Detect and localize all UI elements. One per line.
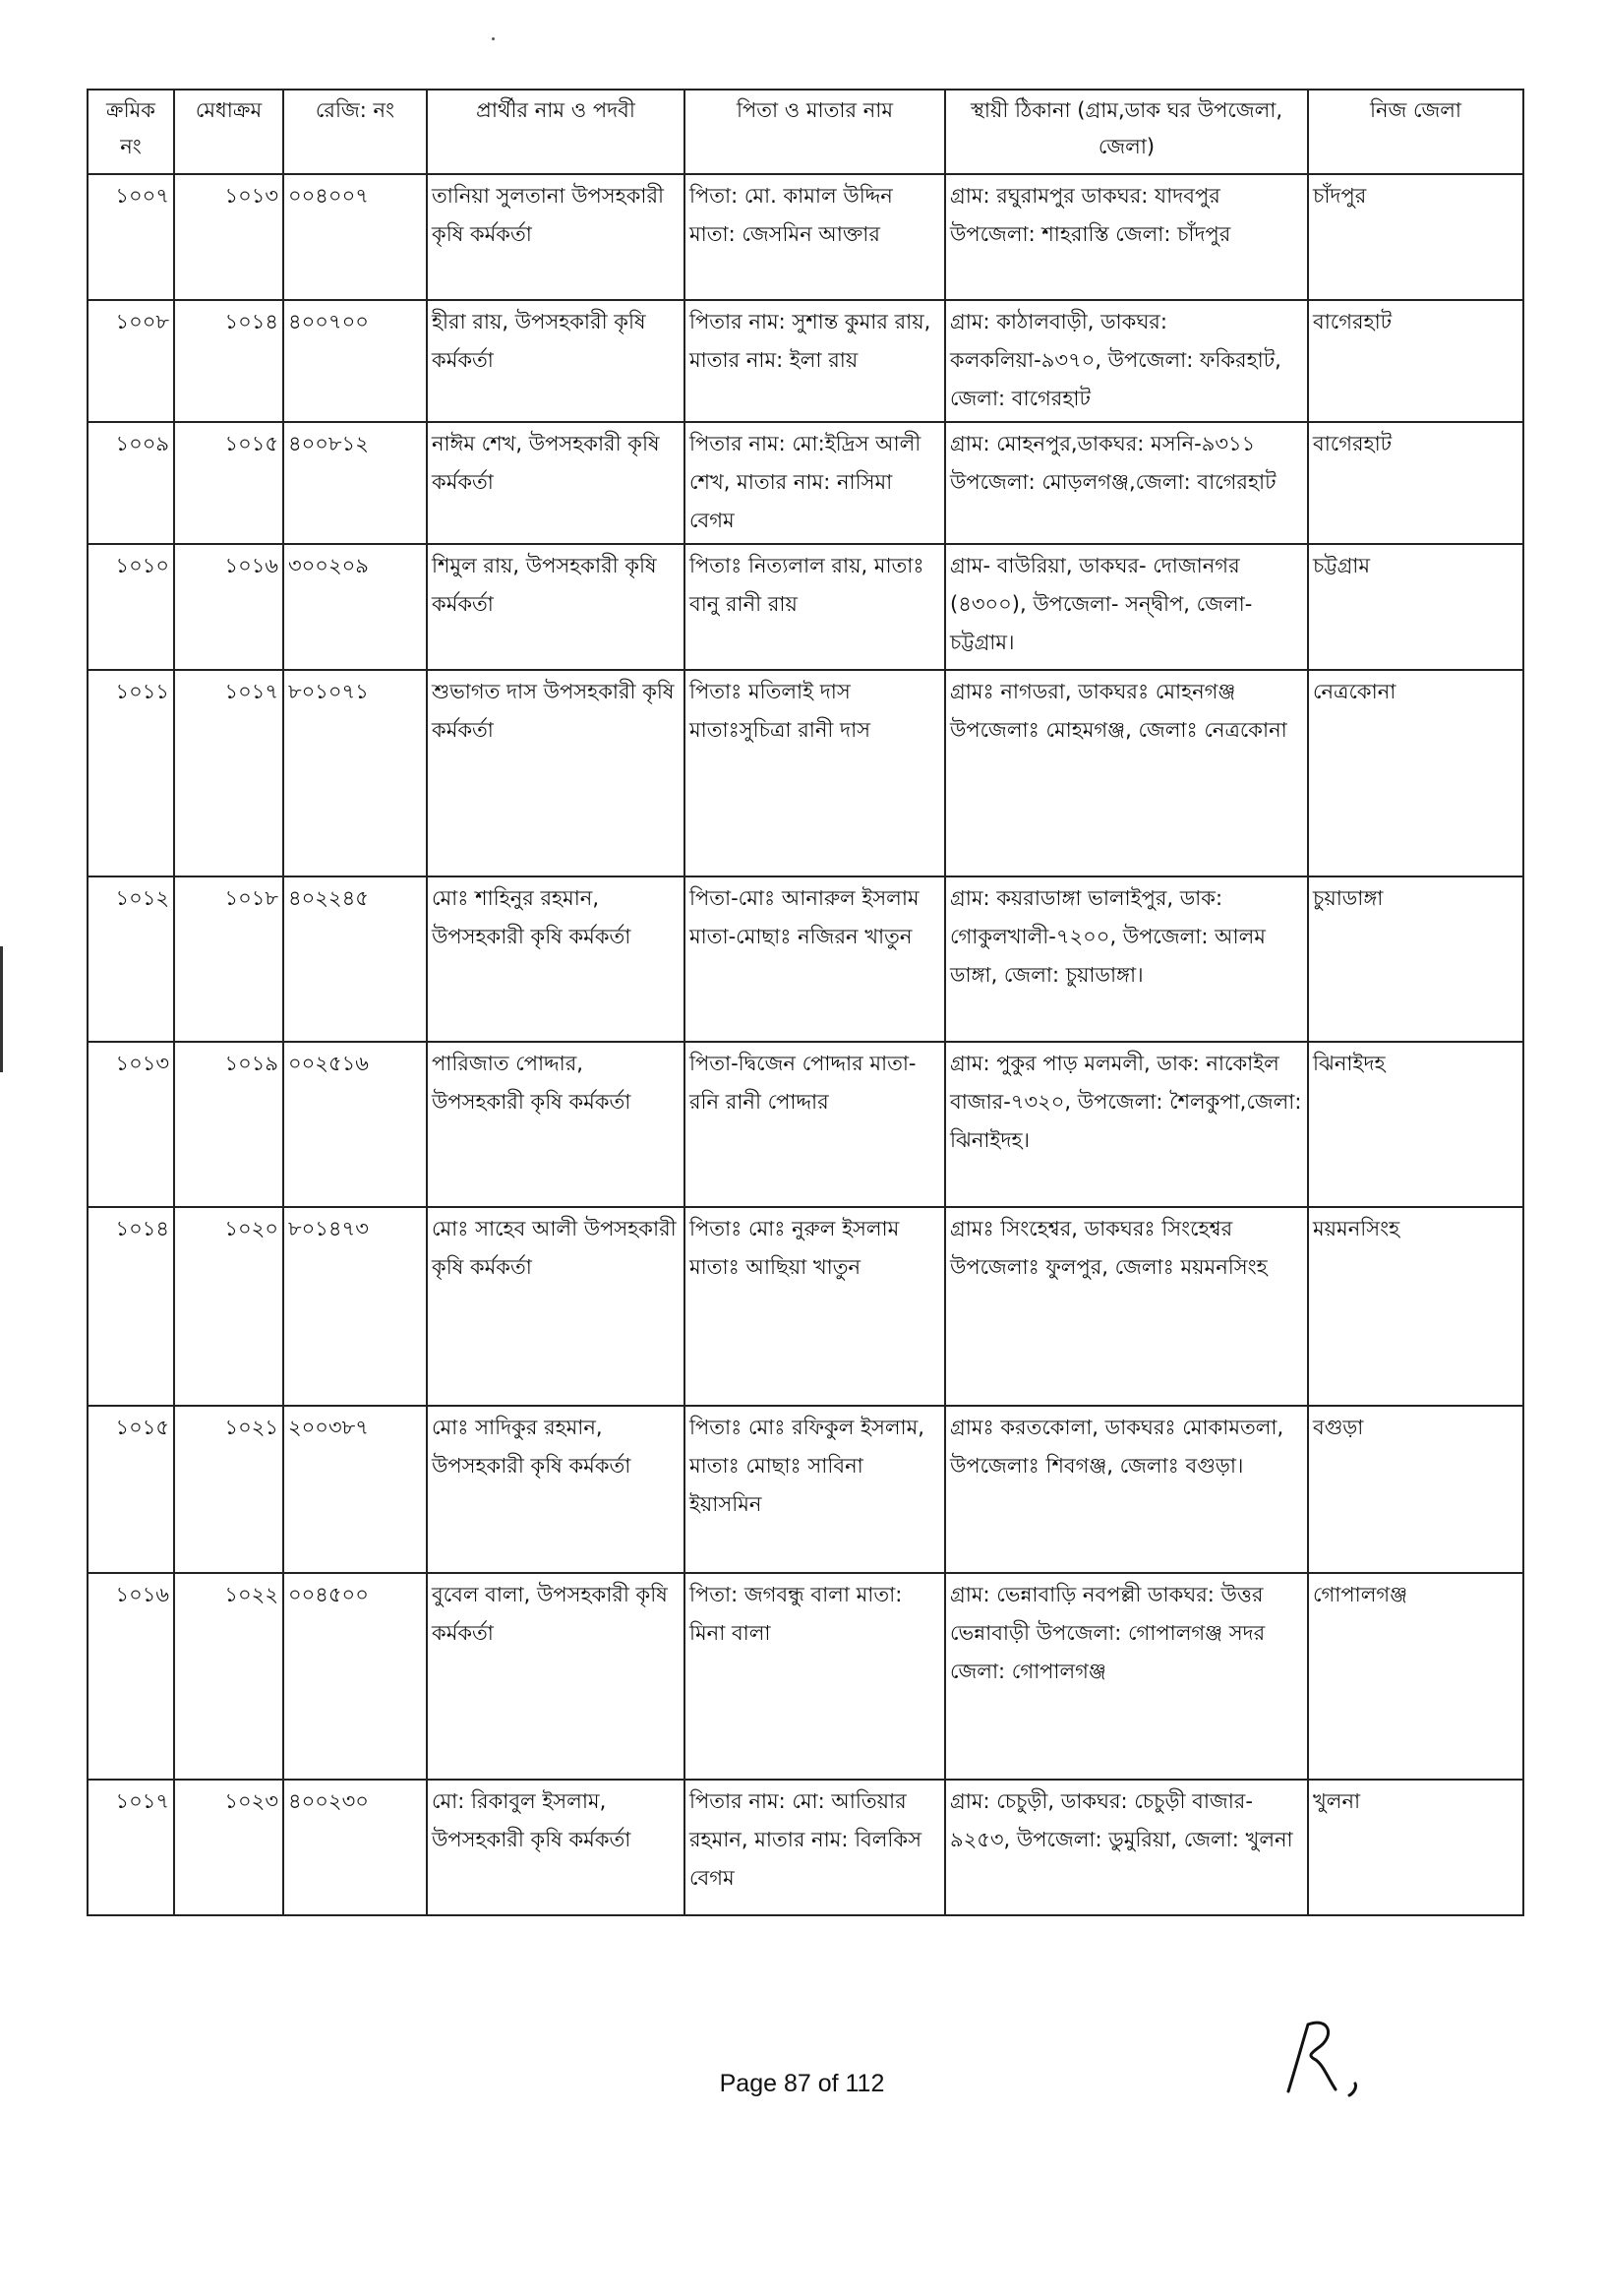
cell-district: বাগেরহাট bbox=[1308, 300, 1523, 422]
header-name: প্রার্থীর নাম ও পদবী bbox=[427, 90, 684, 174]
cell-reg: ৪০২২৪৫ bbox=[283, 876, 427, 1042]
cell-serial: ১০০৭ bbox=[88, 174, 174, 300]
cell-address: গ্রাম: ভেন্নাবাড়ি নবপল্লী ডাকঘর: উত্তর ভেন্নাবাড়ী উপজেলা: গোপালগঞ্জ সদর জেলা: গোপালগঞ্জ bbox=[945, 1573, 1308, 1780]
cell-address: গ্রাম: পুকুর পাড় মলমলী, ডাক: নাকোইল বাজার-৭৩২০, উপজেলা: শৈলকুপা,জেলা: ঝিনাইদহ। bbox=[945, 1042, 1308, 1207]
cell-reg: ৪০০৮১২ bbox=[283, 422, 427, 544]
cell-reg: ৪০০২৩০ bbox=[283, 1780, 427, 1915]
cell-parents: পিতাঃ মোঃ নুরুল ইসলাম মাতাঃ আছিয়া খাতুন bbox=[684, 1207, 945, 1406]
cell-address: গ্রাম: কাঠালবাড়ী, ডাকঘর: কলকলিয়া-৯৩৭০, উপজেলা: ফকিরহাট, জেলা: বাগেরহাট bbox=[945, 300, 1308, 422]
cell-parents: পিতার নাম: সুশান্ত কুমার রায়, মাতার নাম: ইলা রায় bbox=[684, 300, 945, 422]
candidate-table bbox=[87, 89, 1524, 1916]
cell-district: চুয়াডাঙ্গা bbox=[1308, 876, 1523, 1042]
cell-serial: ১০১৬ bbox=[88, 1573, 174, 1780]
cell-name: শিমুল রায়, উপসহকারী কৃষি কর্মকর্তা bbox=[427, 544, 684, 670]
cell-serial: ১০১৩ bbox=[88, 1042, 174, 1207]
table-row bbox=[88, 300, 1523, 422]
header-reg: রেজি: নং bbox=[283, 90, 427, 174]
cell-district: খুলনা bbox=[1308, 1780, 1523, 1915]
cell-district: চট্টগ্রাম bbox=[1308, 544, 1523, 670]
cell-merit: ১০১৩ bbox=[174, 174, 283, 300]
cell-merit: ১০২০ bbox=[174, 1207, 283, 1406]
cell-serial: ১০০৯ bbox=[88, 422, 174, 544]
cell-name: মোঃ শাহিনুর রহমান, উপসহকারী কৃষি কর্মকর্তা bbox=[427, 876, 684, 1042]
cell-name: মো: রিকাবুল ইসলাম, উপসহকারী কৃষি কর্মকর্তা bbox=[427, 1780, 684, 1915]
cell-address: গ্রামঃ সিংহেশ্বর, ডাকঘরঃ সিংহেশ্বর উপজেলাঃ ফুলপুর, জেলাঃ ময়মনসিংহ bbox=[945, 1207, 1308, 1406]
header-merit: মেধাক্রম bbox=[174, 90, 283, 174]
header-address: স্থায়ী ঠিকানা (গ্রাম,ডাক ঘর উপজেলা, জেলা) bbox=[945, 90, 1308, 174]
cell-district: নেত্রকোনা bbox=[1308, 670, 1523, 876]
cell-parents: পিতা: মো. কামাল উদ্দিন মাতা: জেসমিন আক্তার bbox=[684, 174, 945, 300]
page-number: Page 87 of 112 bbox=[719, 2070, 885, 2097]
cell-serial: ১০১৪ bbox=[88, 1207, 174, 1406]
header-district: নিজ জেলা bbox=[1308, 90, 1523, 174]
cell-merit: ১০১৬ bbox=[174, 544, 283, 670]
cell-serial: ১০১৭ bbox=[88, 1780, 174, 1915]
cell-parents: পিতা-মোঃ আনারুল ইসলাম মাতা-মোছাঃ নজিরন খাতুন bbox=[684, 876, 945, 1042]
scan-edge-mark bbox=[0, 946, 3, 1072]
table-row bbox=[88, 670, 1523, 876]
cell-district: বগুড়া bbox=[1308, 1406, 1523, 1573]
cell-merit: ১০১৭ bbox=[174, 670, 283, 876]
cell-merit: ১০১৮ bbox=[174, 876, 283, 1042]
cell-serial: ১০১১ bbox=[88, 670, 174, 876]
cell-district: ঝিনাইদহ bbox=[1308, 1042, 1523, 1207]
cell-merit: ১০১৪ bbox=[174, 300, 283, 422]
cell-parents: পিতার নাম: মো: আতিয়ার রহমান, মাতার নাম: বিলকিস বেগম bbox=[684, 1780, 945, 1915]
table-row bbox=[88, 1780, 1523, 1915]
cell-merit: ১০১৯ bbox=[174, 1042, 283, 1207]
cell-name: পারিজাত পোদ্দার, উপসহকারী কৃষি কর্মকর্তা bbox=[427, 1042, 684, 1207]
cell-merit: ১০২৩ bbox=[174, 1780, 283, 1915]
cell-parents: পিতা-দ্বিজেন পোদ্দার মাতা-রনি রানী পোদ্দার bbox=[684, 1042, 945, 1207]
signature-mark bbox=[1271, 2015, 1398, 2103]
cell-address: গ্রামঃ করতকোলা, ডাকঘরঃ মোকামতলা, উপজেলাঃ শিবগঞ্জ, জেলাঃ বগুড়া। bbox=[945, 1406, 1308, 1573]
table-row bbox=[88, 1207, 1523, 1406]
scan-speck bbox=[492, 37, 495, 40]
cell-district: গোপালগঞ্জ bbox=[1308, 1573, 1523, 1780]
cell-reg: ৮০১৪৭৩ bbox=[283, 1207, 427, 1406]
cell-merit: ১০১৫ bbox=[174, 422, 283, 544]
cell-parents: পিতাঃ মোঃ রফিকুল ইসলাম, মাতাঃ মোছাঃ সাবিনা ইয়াসমিন bbox=[684, 1406, 945, 1573]
table-row bbox=[88, 1573, 1523, 1780]
table-body bbox=[88, 174, 1523, 1915]
cell-reg: ৪০০৭০০ bbox=[283, 300, 427, 422]
cell-serial: ১০১৫ bbox=[88, 1406, 174, 1573]
header-serial: ক্রমিক নং bbox=[88, 90, 174, 174]
cell-address: গ্রামঃ নাগডরা, ডাকঘরঃ মোহনগঞ্জ উপজেলাঃ মোহমগঞ্জ, জেলাঃ নেত্রকোনা bbox=[945, 670, 1308, 876]
cell-name: বুবেল বালা, উপসহকারী কৃষি কর্মকর্তা bbox=[427, 1573, 684, 1780]
cell-serial: ১০১০ bbox=[88, 544, 174, 670]
cell-reg: ২০০৩৮৭ bbox=[283, 1406, 427, 1573]
cell-parents: পিতা: জগবন্ধু বালা মাতা: মিনা বালা bbox=[684, 1573, 945, 1780]
cell-name: শুভাগত দাস উপসহকারী কৃষি কর্মকর্তা bbox=[427, 670, 684, 876]
cell-address: গ্রাম: কয়রাডাঙ্গা ভালাইপুর, ডাক: গোকুলখালী-৭২০০, উপজেলা: আলম ডাঙ্গা, জেলা: চুয়াডাঙ্গা। bbox=[945, 876, 1308, 1042]
cell-name: মোঃ সাহেব আলী উপসহকারী কৃষি কর্মকর্তা bbox=[427, 1207, 684, 1406]
cell-address: গ্রাম- বাউরিয়া, ডাকঘর- দোজানগর (৪৩০০), উপজেলা- সন্দ্বীপ, জেলা- চট্টগ্রাম। bbox=[945, 544, 1308, 670]
cell-merit: ১০২২ bbox=[174, 1573, 283, 1780]
cell-parents: পিতাঃ মতিলাই দাস মাতাঃসুচিত্রা রানী দাস bbox=[684, 670, 945, 876]
cell-district: বাগেরহাট bbox=[1308, 422, 1523, 544]
cell-reg: ০০৪০০৭ bbox=[283, 174, 427, 300]
cell-district: ময়মনসিংহ bbox=[1308, 1207, 1523, 1406]
cell-serial: ১০১২ bbox=[88, 876, 174, 1042]
table-row bbox=[88, 1042, 1523, 1207]
cell-parents: পিতাঃ নিত্যলাল রায়, মাতাঃ বানু রানী রায় bbox=[684, 544, 945, 670]
cell-address: গ্রাম: রঘুরামপুর ডাকঘর: যাদবপুর উপজেলা: শাহরাস্তি জেলা: চাঁদপুর bbox=[945, 174, 1308, 300]
cell-parents: পিতার নাম: মো:ইদ্রিস আলী শেখ, মাতার নাম: নাসিমা বেগম bbox=[684, 422, 945, 544]
cell-serial: ১০০৮ bbox=[88, 300, 174, 422]
table-row bbox=[88, 544, 1523, 670]
cell-name: তানিয়া সুলতানা উপসহকারী কৃষি কর্মকর্তা bbox=[427, 174, 684, 300]
cell-name: মোঃ সাদিকুর রহমান, উপসহকারী কৃষি কর্মকর্তা bbox=[427, 1406, 684, 1573]
cell-address: গ্রাম: চেচুড়ী, ডাকঘর: চেচুড়ী বাজার- ৯২৫৩, উপজেলা: ডুমুরিয়া, জেলা: খুলনা bbox=[945, 1780, 1308, 1915]
cell-reg: ০০৪৫০০ bbox=[283, 1573, 427, 1780]
table-header-row bbox=[88, 90, 1523, 174]
cell-reg: ০০২৫১৬ bbox=[283, 1042, 427, 1207]
cell-district: চাঁদপুর bbox=[1308, 174, 1523, 300]
table-row bbox=[88, 422, 1523, 544]
cell-reg: ৮০১০৭১ bbox=[283, 670, 427, 876]
table-row bbox=[88, 174, 1523, 300]
cell-merit: ১০২১ bbox=[174, 1406, 283, 1573]
cell-address: গ্রাম: মোহনপুর,ডাকঘর: মসনি-৯৩১১ উপজেলা: মোড়লগঞ্জ,জেলা: বাগেরহাট bbox=[945, 422, 1308, 544]
table-row bbox=[88, 1406, 1523, 1573]
cell-reg: ৩০০২০৯ bbox=[283, 544, 427, 670]
cell-name: হীরা রায়, উপসহকারী কৃষি কর্মকর্তা bbox=[427, 300, 684, 422]
header-parents: পিতা ও মাতার নাম bbox=[684, 90, 945, 174]
table-row bbox=[88, 876, 1523, 1042]
cell-name: নাঈম শেখ, উপসহকারী কৃষি কর্মকর্তা bbox=[427, 422, 684, 544]
